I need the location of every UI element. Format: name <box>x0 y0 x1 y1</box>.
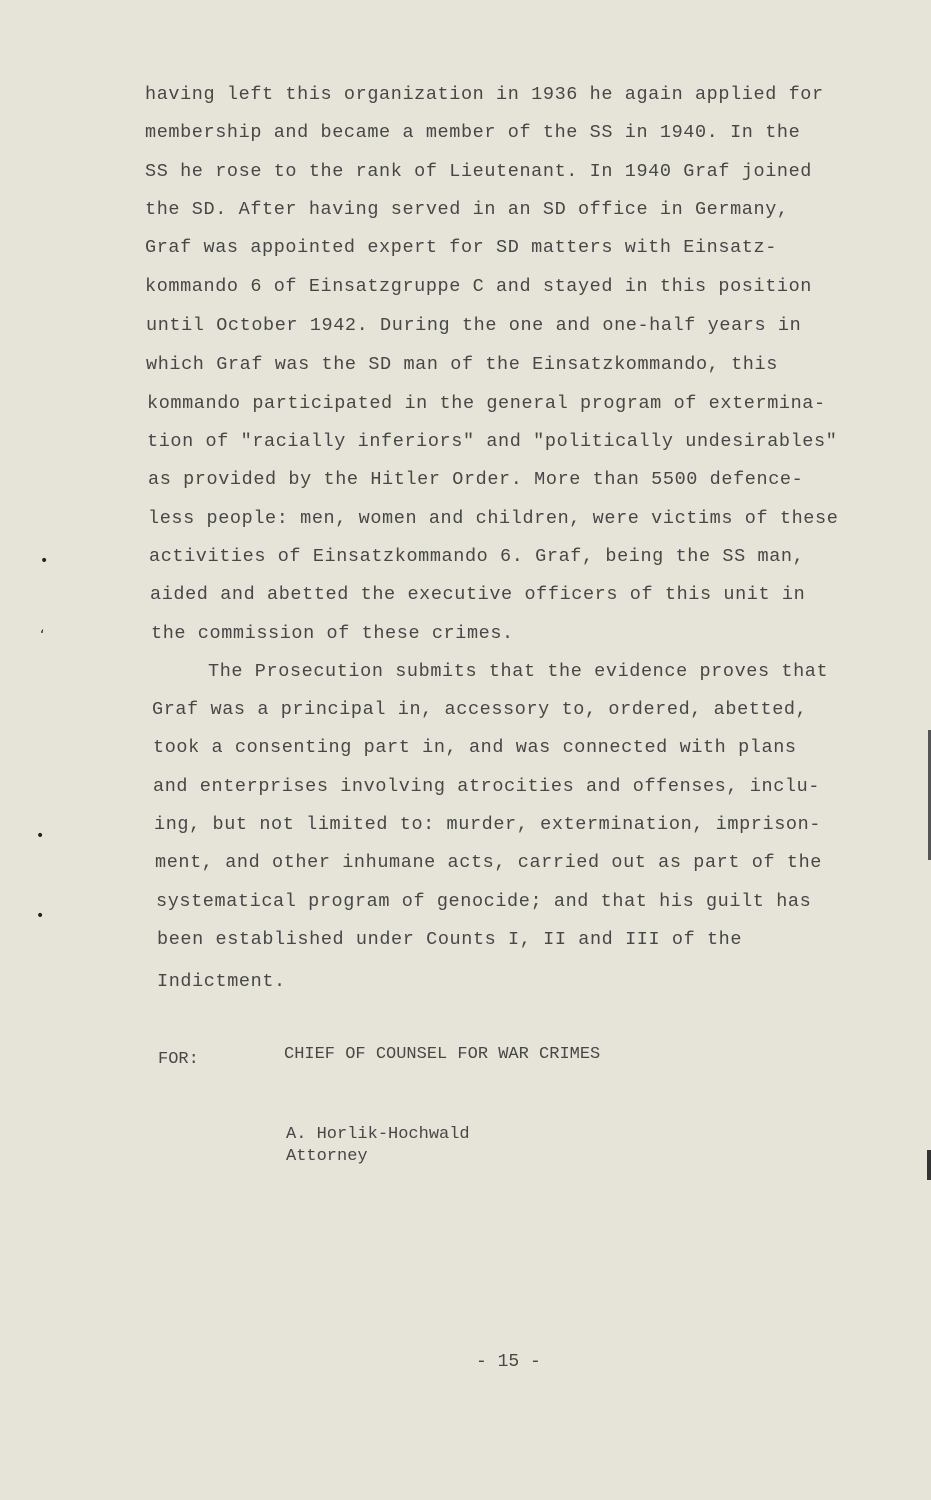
text-line: took a consenting part in, and was connected with plans <box>153 737 797 758</box>
text-line: tion of "racially inferiors" and "politically undesirables" <box>147 431 838 452</box>
text-line: Indictment. <box>157 971 286 992</box>
margin-mark: • <box>36 828 45 844</box>
margin-mark: • <box>40 553 49 569</box>
signer-title: Attorney <box>286 1147 368 1166</box>
text-line: until October 1942. During the one and one-half years in <box>146 315 802 336</box>
text-line: been established under Counts I, II and III of the <box>157 929 743 950</box>
text-line: activities of Einsatzkommando 6. Graf, being the SS man, <box>149 546 805 567</box>
text-line: systematical program of genocide; and that his guilt has <box>156 891 812 912</box>
page-number: - 15 - <box>476 1352 541 1372</box>
text-line: ment, and other inhumane acts, carried out as part of the <box>155 852 823 873</box>
text-line: as provided by the Hitler Order. More than 5500 defence- <box>148 469 804 490</box>
text-line: ing, but not limited to: murder, extermination, imprison- <box>154 814 822 835</box>
text-line: Graf was appointed expert for SD matters with Einsatz- <box>145 237 777 258</box>
margin-mark: ‘ <box>40 628 45 644</box>
text-line: Graf was a principal in, accessory to, ordered, abetted, <box>152 699 808 720</box>
text-line: which Graf was the SD man of the Einsatzkommando, this <box>146 354 778 375</box>
signer-name: A. Horlik-Hochwald <box>286 1125 470 1144</box>
text-line: membership and became a member of the SS in 1940. In the <box>145 122 801 143</box>
text-line: SS he rose to the rank of Lieutenant. In 1940 Graf joined <box>145 161 813 182</box>
page-edge-mark <box>927 1150 931 1180</box>
text-line: the SD. After having served in an SD office in Germany, <box>145 199 789 220</box>
text-line: The Prosecution submits that the evidence proves that <box>208 661 829 682</box>
text-line: kommando 6 of Einsatzgruppe C and stayed in this position <box>145 276 813 297</box>
text-line: kommando participated in the general program of extermina- <box>147 393 826 414</box>
text-line: having left this organization in 1936 he again applied for <box>145 84 824 105</box>
text-line: and enterprises involving atrocities and offenses, inclu- <box>153 776 821 797</box>
for-label: FOR: <box>158 1050 199 1069</box>
text-line: aided and abetted the executive officers of this unit in <box>150 584 806 605</box>
text-line: less people: men, women and children, were victims of these <box>148 508 839 529</box>
text-line: the commission of these crimes. <box>151 623 514 644</box>
office-title: CHIEF OF COUNSEL FOR WAR CRIMES <box>284 1045 601 1064</box>
margin-mark: • <box>36 908 45 924</box>
